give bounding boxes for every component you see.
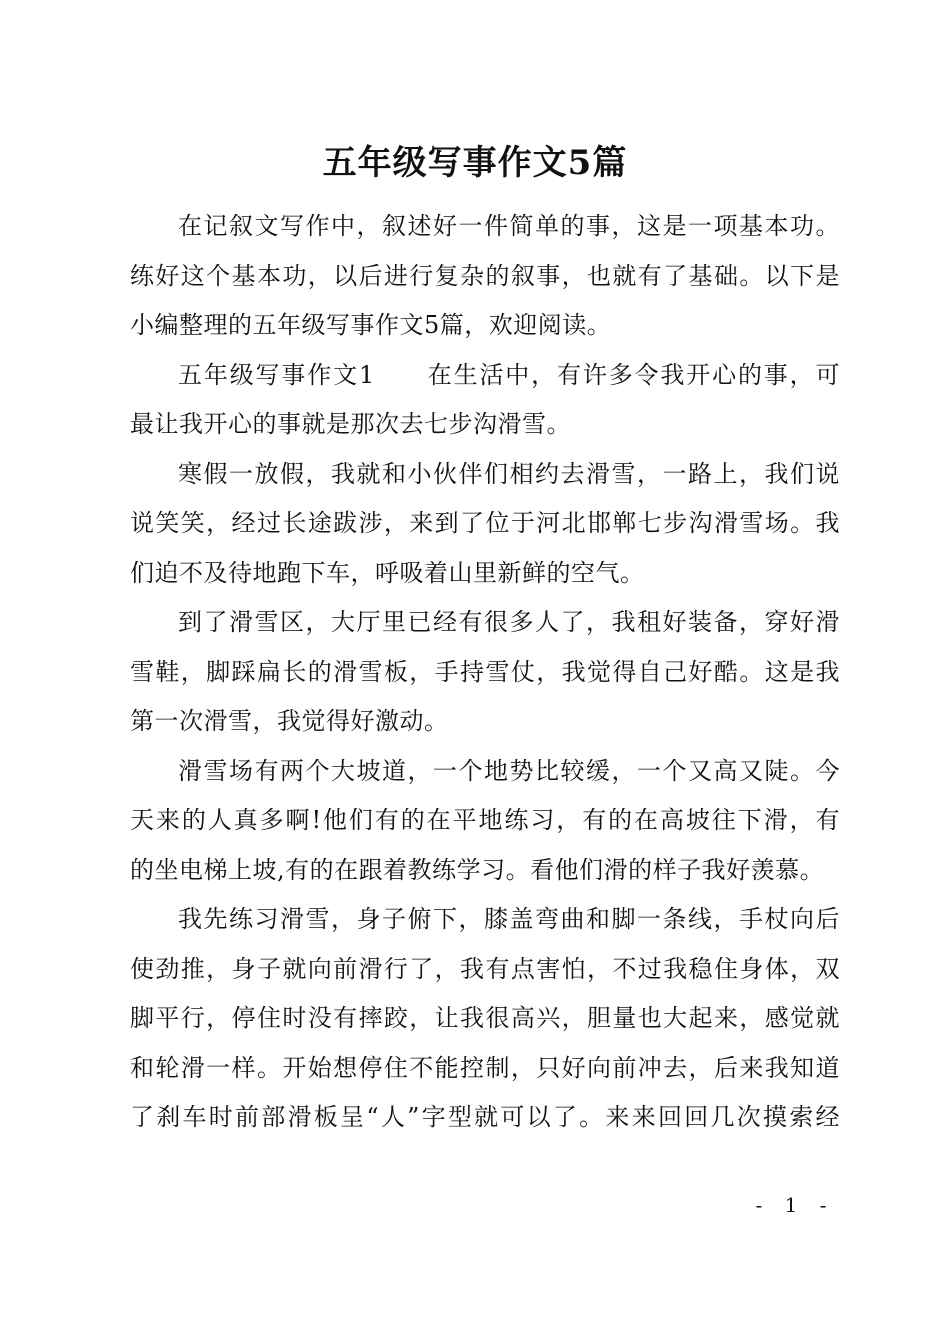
text-line: 说笑笑，经过长途跋涉，来到了位于河北邯郸七步沟滑雪场。我 (130, 509, 840, 537)
paragraph (130, 202, 840, 351)
text-line: 最让我开心的事就是那次去七步沟滑雪。 (130, 410, 571, 438)
text-line: 寒假一放假，我就和小伙伴们相约去滑雪，一路上，我们说 (178, 459, 840, 488)
text-line: 脚平行，停住时没有摔跤，让我很高兴，胆量也大起来，感觉就 (130, 1004, 840, 1032)
text-line: 第一次滑雪，我觉得好激动。 (130, 707, 449, 735)
paragraph (130, 598, 840, 747)
text-line: 使劲推，身子就向前滑行了，我有点害怕，不过我稳住身体，双 (130, 954, 840, 983)
text-line: 在记叙文写作中，叙述好一件简单的事，这是一项基本功。 (178, 212, 840, 240)
page-number: - 1 - (755, 1193, 835, 1217)
text-line: 了刹车时前部滑板呈“人”字型就可以了。来来回回几次摸索经 (130, 1103, 840, 1131)
text-line: 小编整理的五年级写事作文5篇，欢迎阅读。 (130, 311, 612, 339)
text-line: 滑雪场有两个大坡道，一个地势比较缓，一个又高又陡。今 (178, 756, 840, 785)
paragraph (130, 351, 840, 450)
paragraph (130, 895, 840, 1143)
document-title: 五年级写事作文5篇 (322, 143, 628, 183)
text-line: 雪鞋，脚踩扁长的滑雪板，手持雪仗，我觉得自己好酷。这是我 (130, 657, 840, 686)
text-line: 天来的人真多啊!他们有的在平地练习，有的在高坡往下滑，有 (130, 806, 840, 834)
paragraph (130, 450, 840, 599)
paragraph (130, 747, 840, 896)
text-line: 到了滑雪区，大厅里已经有很多人了，我租好装备，穿好滑 (178, 608, 840, 636)
text-line: 的坐电梯上坡,有的在跟着教练学习。看他们滑的样子我好羡慕。 (130, 855, 825, 884)
text-line: 五年级写事作文1 在生活中，有许多令我开心的事，可 (178, 360, 840, 389)
text-line: 和轮滑一样。开始想停住不能控制，只好向前冲去，后来我知道 (130, 1053, 840, 1082)
document-body (130, 202, 840, 1143)
text-line: 我先练习滑雪，身子俯下，膝盖弯曲和脚一条线，手杖向后 (178, 905, 840, 933)
text-line: 们迫不及待地跑下车，呼吸着山里新鲜的空气。 (130, 558, 645, 587)
text-line: 练好这个基本功，以后进行复杂的叙事，也就有了基础。以下是 (130, 261, 840, 290)
